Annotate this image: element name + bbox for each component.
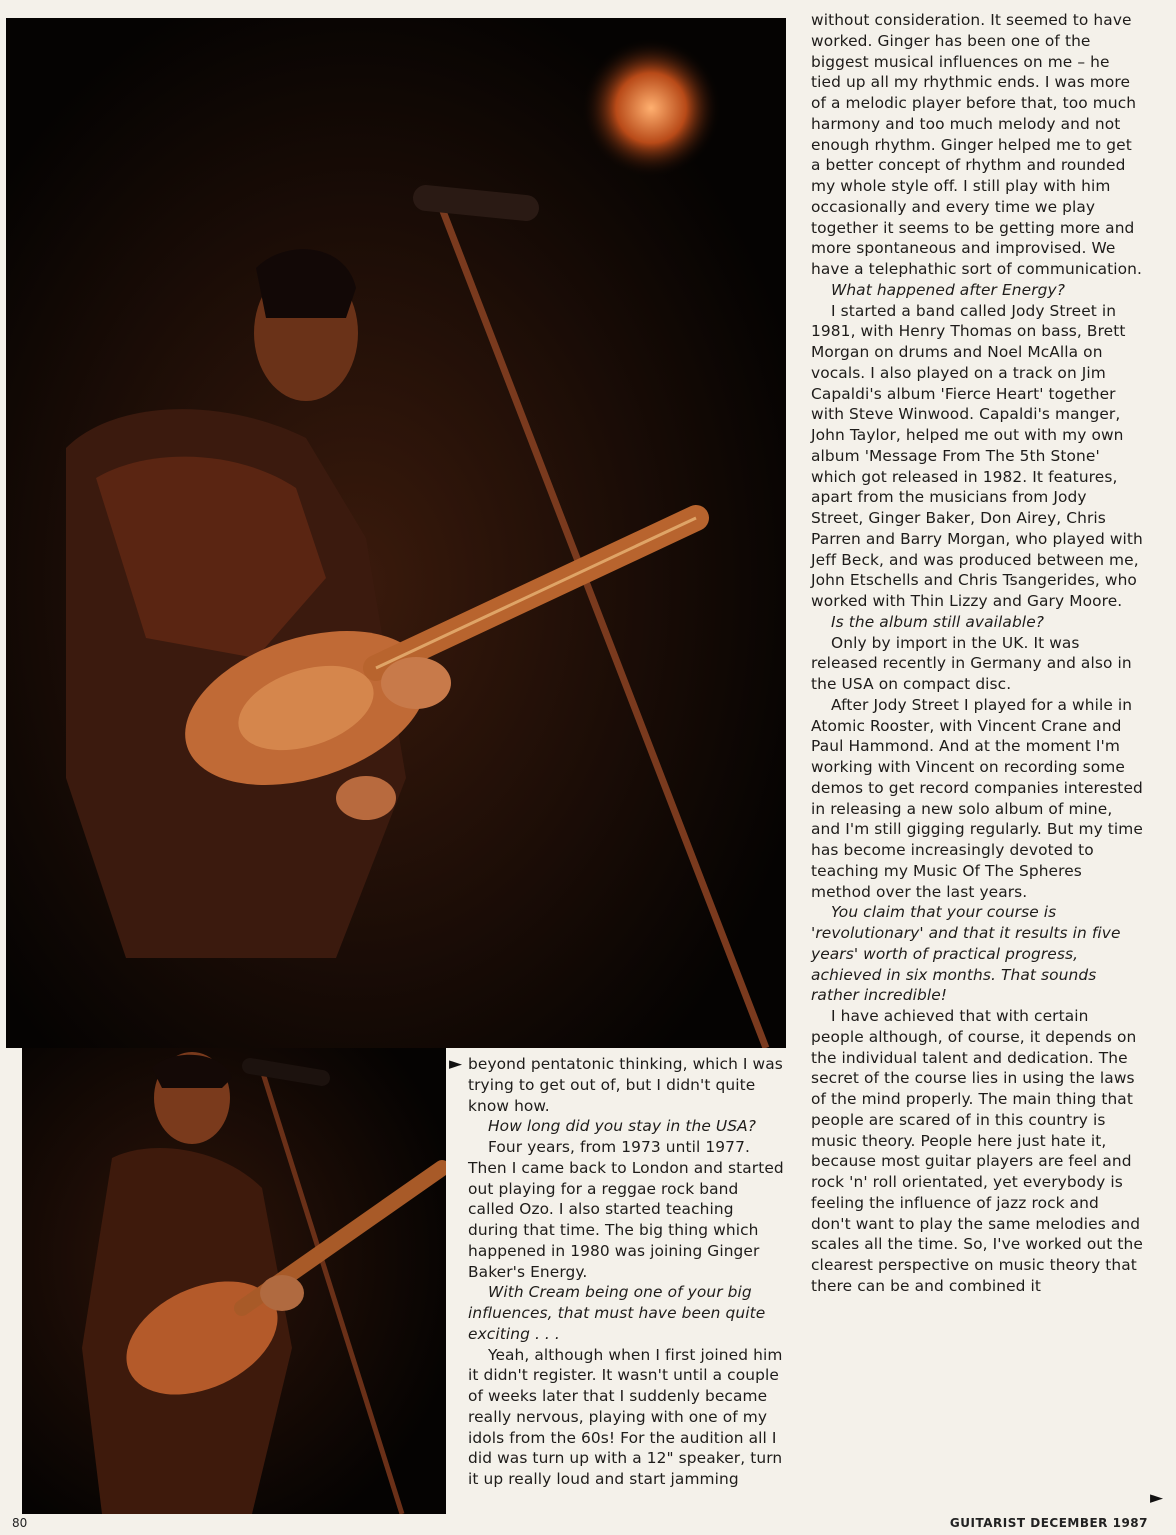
guitarist-stage-image <box>6 18 786 1048</box>
paragraph: Four years, from 1973 until 1977. Then I came back to London and started out playing for a reggae rock band called Ozo. I also started teaching during that time. The big thing which happened in 1980 was joining Ginger Baker's Energy. <box>468 1138 784 1281</box>
paragraph: Only by import in the UK. It was released recently in Germany and also in the USA on compact disc. <box>811 633 1132 693</box>
magazine-footer-title: GUITARIST DECEMBER 1987 <box>949 1516 1148 1530</box>
interview-question: You claim that your course is 'revolutionary' and that it results in five years' worth of practical progress, achieved in six months. That sounds rather incredible! <box>811 903 1121 1005</box>
guitarist-smiling-image <box>22 1048 446 1514</box>
article-column-right <box>811 10 1143 1297</box>
concert-photo-top <box>6 18 786 1048</box>
interview-question: What happened after Energy? <box>831 280 1066 299</box>
paragraph: I have achieved that with certain people although, of course, it depends on the individual talent and dedication. The secret of the course lies in using the laws of the mind properly. The main thing that people are scared of in this country is music theory. People here just hate it, because most guitar players are feel and rock 'n' roll orientated, yet everybody is feeling the influence of jazz rock and don't want to play the same melodies and scales all the time. So, I've worked out the clearest perspective on music theory that there can be and combined it <box>811 1007 1143 1295</box>
continuation-arrow-icon: ► <box>449 1054 463 1074</box>
paragraph: I started a band called Jody Street in 1981, with Henry Thomas on bass, Brett Morgan on drums and Noel McAlla on vocals. I also played on a track on Jim Capaldi's album 'Fierce Heart' together with Steve Winwood. Capaldi's manger, John Taylor, helped me out with my own album 'Message From The 5th Stone' which got released in 1982. It features, apart from the musicians from Jody Street, Ginger Baker, Don Airey, Chris Parren and Barry Morgan, who played with Jeff Beck, and was produced between me, John Etschells and Chris Tsangerides, who worked with Thin Lizzy and Gary Moore. <box>811 301 1143 610</box>
paragraph: beyond pentatonic thinking, which I was trying to get out of, but I didn't quite know how. <box>468 1055 783 1115</box>
interview-question: How long did you stay in the USA? <box>488 1117 757 1136</box>
interview-question: With Cream being one of your big influences, that must have been quite exciting . . . <box>468 1283 766 1343</box>
paragraph: Yeah, although when I first joined him it didn't register. It wasn't until a couple of weeks later that I suddenly became really nervous, playing with one of my idols from the 60s! For the audition all I did was turn up with a 12" speaker, turn it up really loud and start jamming <box>468 1345 783 1488</box>
continued-arrow-icon: ► <box>1150 1488 1164 1508</box>
interview-question: Is the album still available? <box>831 612 1045 631</box>
concert-photo-bottom <box>22 1048 446 1514</box>
article-column-middle <box>468 1054 788 1490</box>
paragraph: without consideration. It seemed to have worked. Ginger has been one of the biggest musical influences on me – he tied up all my rhythmic ends. I was more of a melodic player before that, too much harmony and too much melody and not enough rhythm. Ginger helped me to get a better concept of rhythm and rounded my whole style off. I still play with him occasionally and every time we play together it seems to be getting more and more spontaneous and improvised. We have a telephathic sort of communication. <box>811 11 1143 278</box>
page-number: 80 <box>12 1516 28 1530</box>
paragraph: After Jody Street I played for a while in Atomic Rooster, with Vincent Crane and Paul Hammond. And at the moment I'm working with Vincent on recording some demos to get record companies interested in releasing a new solo album of mine, and I'm still gigging regularly. But my time has become increasingly devoted to teaching my Music Of The Spheres method over the last years. <box>811 695 1143 901</box>
